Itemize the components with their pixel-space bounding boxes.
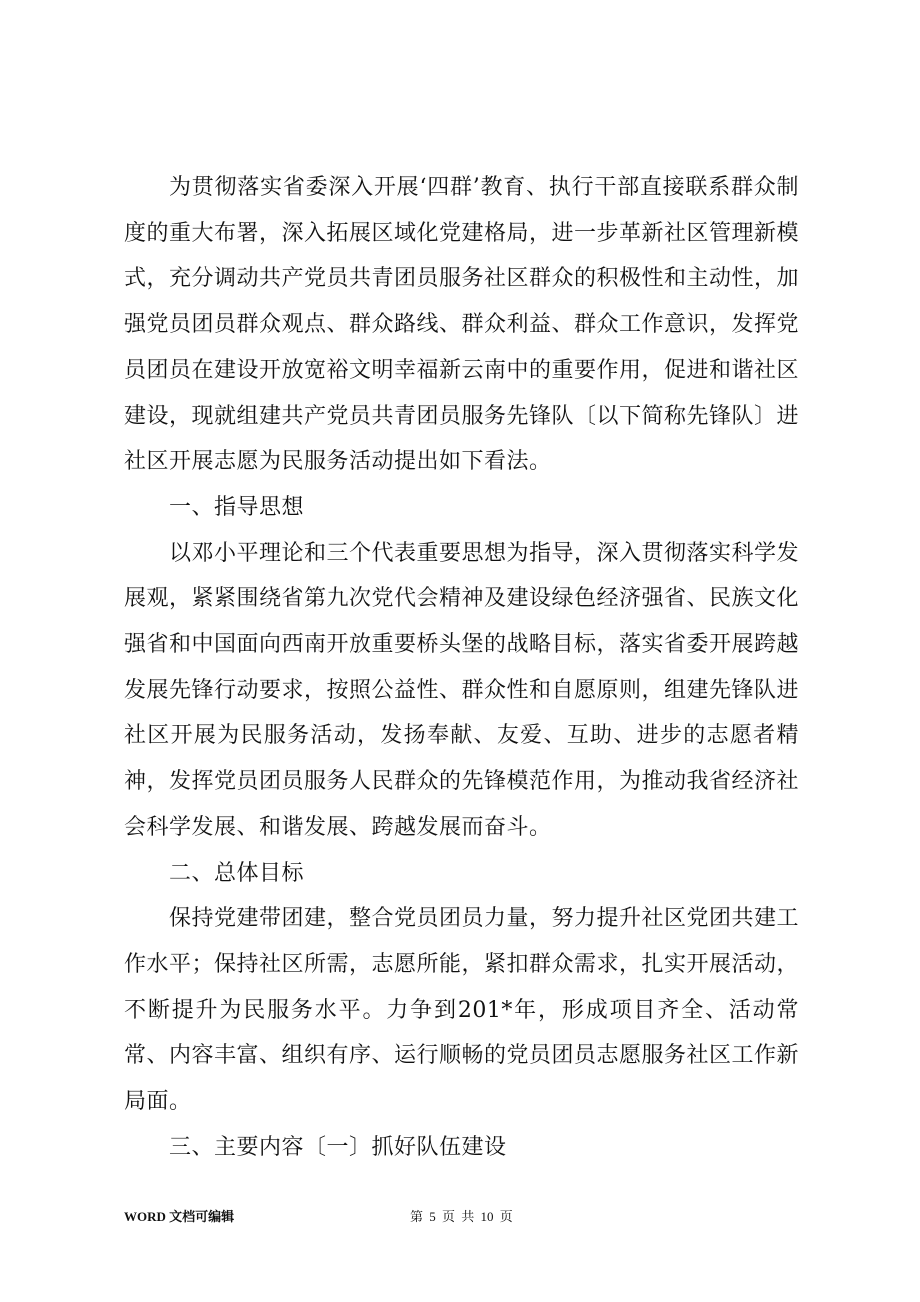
paragraph-guiding-ideology: 以邓小平理论和三个代表重要思想为指导，深入贯彻落实科学发展观，紧紧围绕省第九次党代会精神及建设绿色经济强省、民族文化强省和中国面向西南开放重要桥头堡的战略目标，落实省委开展跨越发展先锋行动要求，按照公益性、群众性和自愿原则，组建先锋队进社区开展为民服务活动，发扬奉献、友爱、互助、进步的志愿者精神，发挥党员团员服务人民群众的先锋模范作用，为推动我省经济社会科学发展、和谐发展、跨越发展而奋斗。	[124, 540, 800, 840]
footer-page-number: 第 5 页 共 10 页	[410, 1209, 513, 1224]
section-heading-guiding-ideology: 一、指导思想	[169, 494, 305, 520]
footer-editable-label: WORD 文档可编辑	[124, 1209, 235, 1224]
section-heading-main-content: 三、主要内容〔一〕抓好队伍建设	[169, 1134, 507, 1160]
section-heading-overall-goal: 二、总体目标	[169, 860, 305, 886]
document-body	[124, 165, 799, 1170]
paragraph-overall-goal: 保持党建带团建，整合党员团员力量，努力提升社区党团共建工作水平；保持社区所需，志愿所能，紧扣群众需求，扎实开展活动，不断提升为民服务水平。力争到201*年，形成项目齐全、活动常常、内容丰富、组织有序、运行顺畅的党员团员志愿服务社区工作新局面。	[124, 906, 800, 1115]
paragraph-intro: 为贯彻落实省委深入开展‘四群’教育、执行干部直接联系群众制度的重大布署，深入拓展区域化党建格局，进一步革新社区管理新模式，充分调动共产党员共青团员服务社区群众的积极性和主动性，加强党员团员群众观点、群众路线、群众利益、群众工作意识，发挥党员团员在建设开放宽裕文明幸福新云南中的重要作用，促进和谐社区建设，现就组建共产党员共青团员服务先锋队〔以下简称先锋队〕进社区开展志愿为民服务活动提出如下看法。	[124, 175, 800, 475]
page-footer	[124, 1207, 799, 1227]
